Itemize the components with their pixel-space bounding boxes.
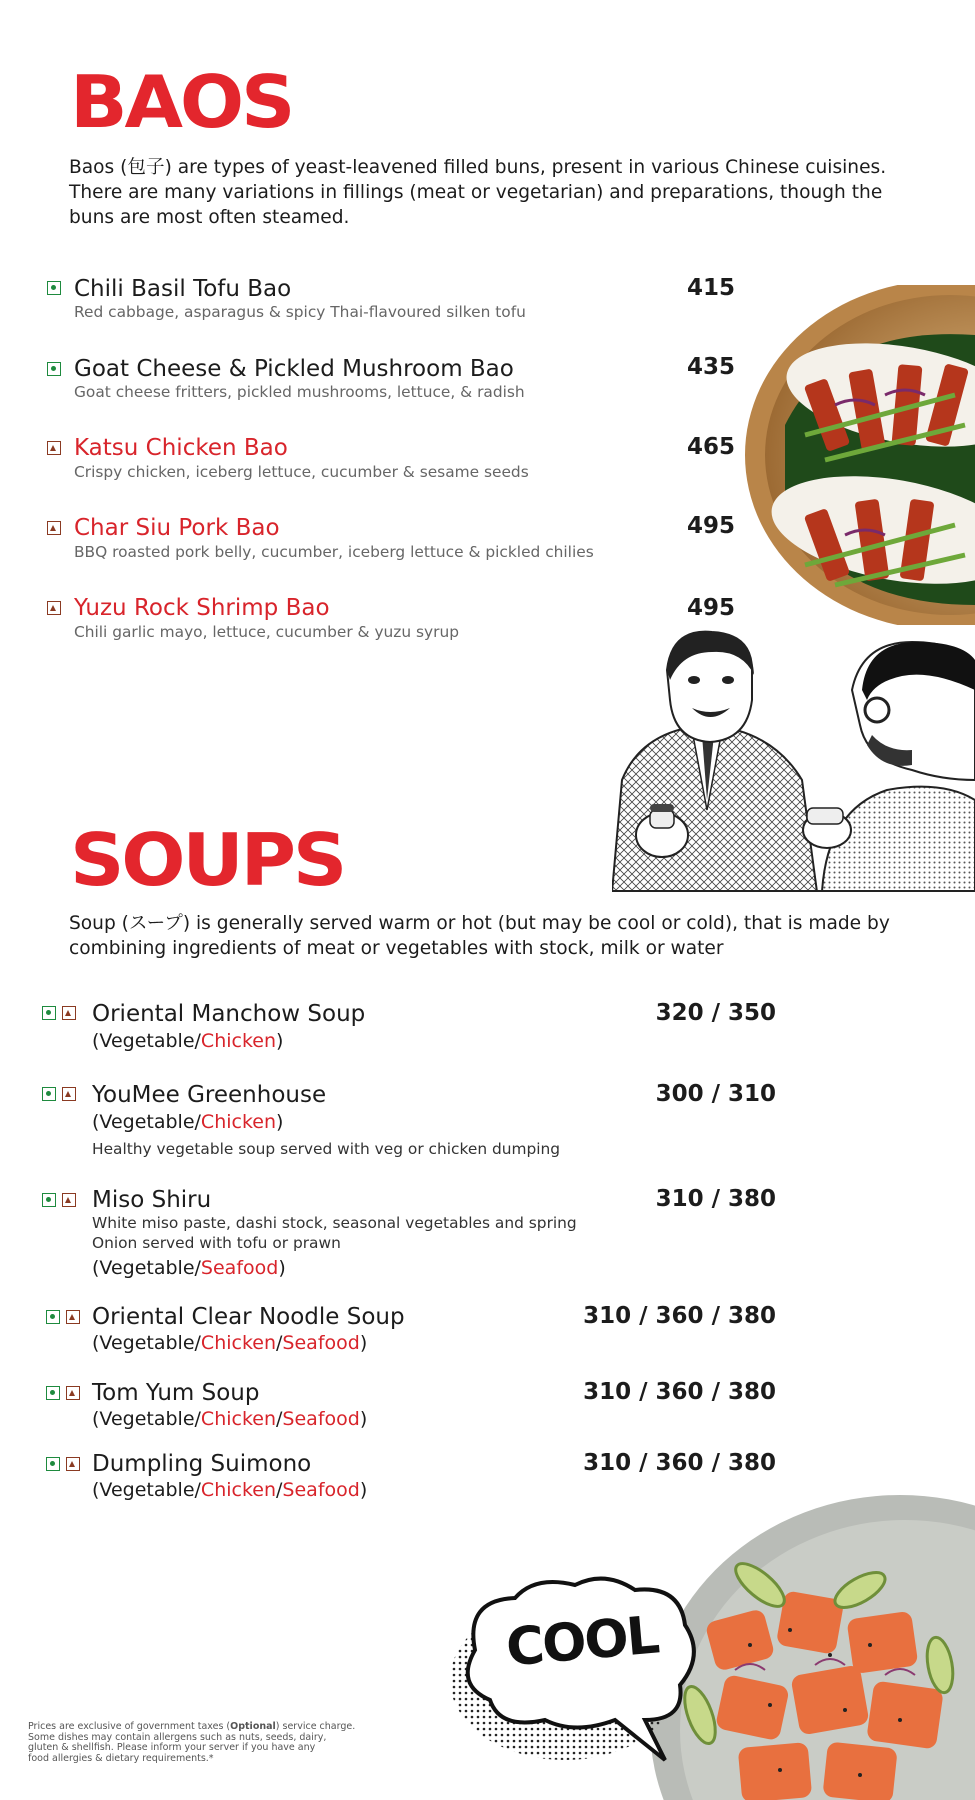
soups-section-title: SOUPS — [70, 818, 345, 902]
veg-icon — [47, 362, 61, 376]
menu-item-name: YouMee Greenhouse — [92, 1082, 327, 1108]
footnote: Prices are exclusive of government taxes (Optional) service charge. Some dishes may contain allergens such as nuts, seeds, dairy, gluten & shellfish. Please inform your server if you have any food allergies & dietary requirements.* — [28, 1721, 356, 1764]
menu-item-desc: Goat cheese fritters, pickled mushrooms, lettuce, & radish — [74, 383, 525, 401]
nonveg-icon — [66, 1386, 80, 1400]
menu-item-variants: (Vegetable/Chicken/Seafood) — [92, 1479, 368, 1501]
menu-item-price: 495 — [686, 513, 735, 539]
baos-intro: Baos (包子) are types of yeast-leavened filled buns, present in various Chinese cuisines. There are many variations in fillings (meat or vegetarian) and preparations, though the buns are most often steamed. — [69, 157, 887, 228]
menu-item-price: 320 / 350 — [655, 1000, 776, 1026]
menu-item-price: 435 — [686, 354, 735, 380]
veg-icon — [42, 1006, 56, 1020]
menu-item-name: Tom Yum Soup — [92, 1380, 260, 1406]
veg-icon — [42, 1193, 56, 1207]
veg-icon — [47, 281, 61, 295]
menu-item-price: 300 / 310 — [655, 1081, 776, 1107]
nonveg-icon — [66, 1310, 80, 1324]
menu-item-price: 465 — [686, 434, 735, 460]
menu-item-price: 310 / 360 / 380 — [583, 1450, 776, 1476]
menu-item-desc: Red cabbage, asparagus & spicy Thai-flavoured silken tofu — [74, 303, 526, 321]
menu-item-price: 310 / 360 / 380 — [583, 1303, 776, 1329]
menu-item-desc: Crispy chicken, iceberg lettuce, cucumber & sesame seeds — [74, 463, 529, 481]
menu-item-name: Char Siu Pork Bao — [74, 515, 280, 541]
menu-item-name: Katsu Chicken Bao — [74, 435, 288, 461]
veg-icon — [42, 1087, 56, 1101]
nonveg-icon — [47, 441, 61, 455]
manga-characters-illustration — [612, 630, 975, 892]
nonveg-icon — [62, 1193, 76, 1207]
nonveg-icon — [62, 1006, 76, 1020]
menu-item-name: Goat Cheese & Pickled Mushroom Bao — [74, 356, 514, 382]
menu-item-variants: (Vegetable/Chicken/Seafood) — [92, 1408, 368, 1430]
menu-item-desc: White miso paste, dashi stock, seasonal vegetables and spring — [92, 1214, 577, 1232]
menu-item-price: 310 / 380 — [655, 1186, 776, 1212]
bao-bowl-photo — [745, 285, 975, 625]
menu-item-price: 310 / 360 / 380 — [583, 1379, 776, 1405]
veg-icon — [46, 1457, 60, 1471]
nonveg-icon — [47, 601, 61, 615]
veg-icon — [46, 1386, 60, 1400]
menu-item-variants: (Vegetable/Chicken) — [92, 1111, 284, 1133]
menu-item-name: Miso Shiru — [92, 1187, 212, 1213]
menu-item-variants: (Vegetable/Seafood) — [92, 1257, 286, 1279]
cool-bubble-text: COOL — [503, 1605, 661, 1679]
menu-item-name: Yuzu Rock Shrimp Bao — [74, 595, 330, 621]
baos-section-title: BAOS — [70, 60, 293, 144]
soups-intro: Soup (スープ) is generally served warm or hot (but may be cool or cold), that is made by combining ingredients of meat or vegetables with stock, milk or water — [69, 913, 890, 959]
nonveg-icon — [47, 521, 61, 535]
menu-item-variants: (Vegetable/Chicken/Seafood) — [92, 1332, 368, 1354]
menu-item-desc: Onion served with tofu or prawn — [92, 1234, 341, 1252]
menu-item-variants: (Vegetable/Chicken) — [92, 1030, 284, 1052]
menu-item-desc: Healthy vegetable soup served with veg or chicken dumping — [92, 1140, 561, 1158]
nonveg-icon — [66, 1457, 80, 1471]
menu-item-desc: Chili garlic mayo, lettuce, cucumber & yuzu syrup — [74, 623, 460, 641]
nonveg-icon — [62, 1087, 76, 1101]
menu-item-price: 415 — [686, 275, 735, 301]
menu-item-name: Chili Basil Tofu Bao — [74, 276, 292, 302]
menu-item-name: Oriental Manchow Soup — [92, 1001, 366, 1027]
menu-item-price: 495 — [686, 595, 735, 621]
menu-item-name: Dumpling Suimono — [92, 1451, 312, 1477]
menu-item-name: Oriental Clear Noodle Soup — [92, 1304, 405, 1330]
veg-icon — [46, 1310, 60, 1324]
menu-item-desc: BBQ roasted pork belly, cucumber, iceberg lettuce & pickled chilies — [74, 543, 594, 561]
